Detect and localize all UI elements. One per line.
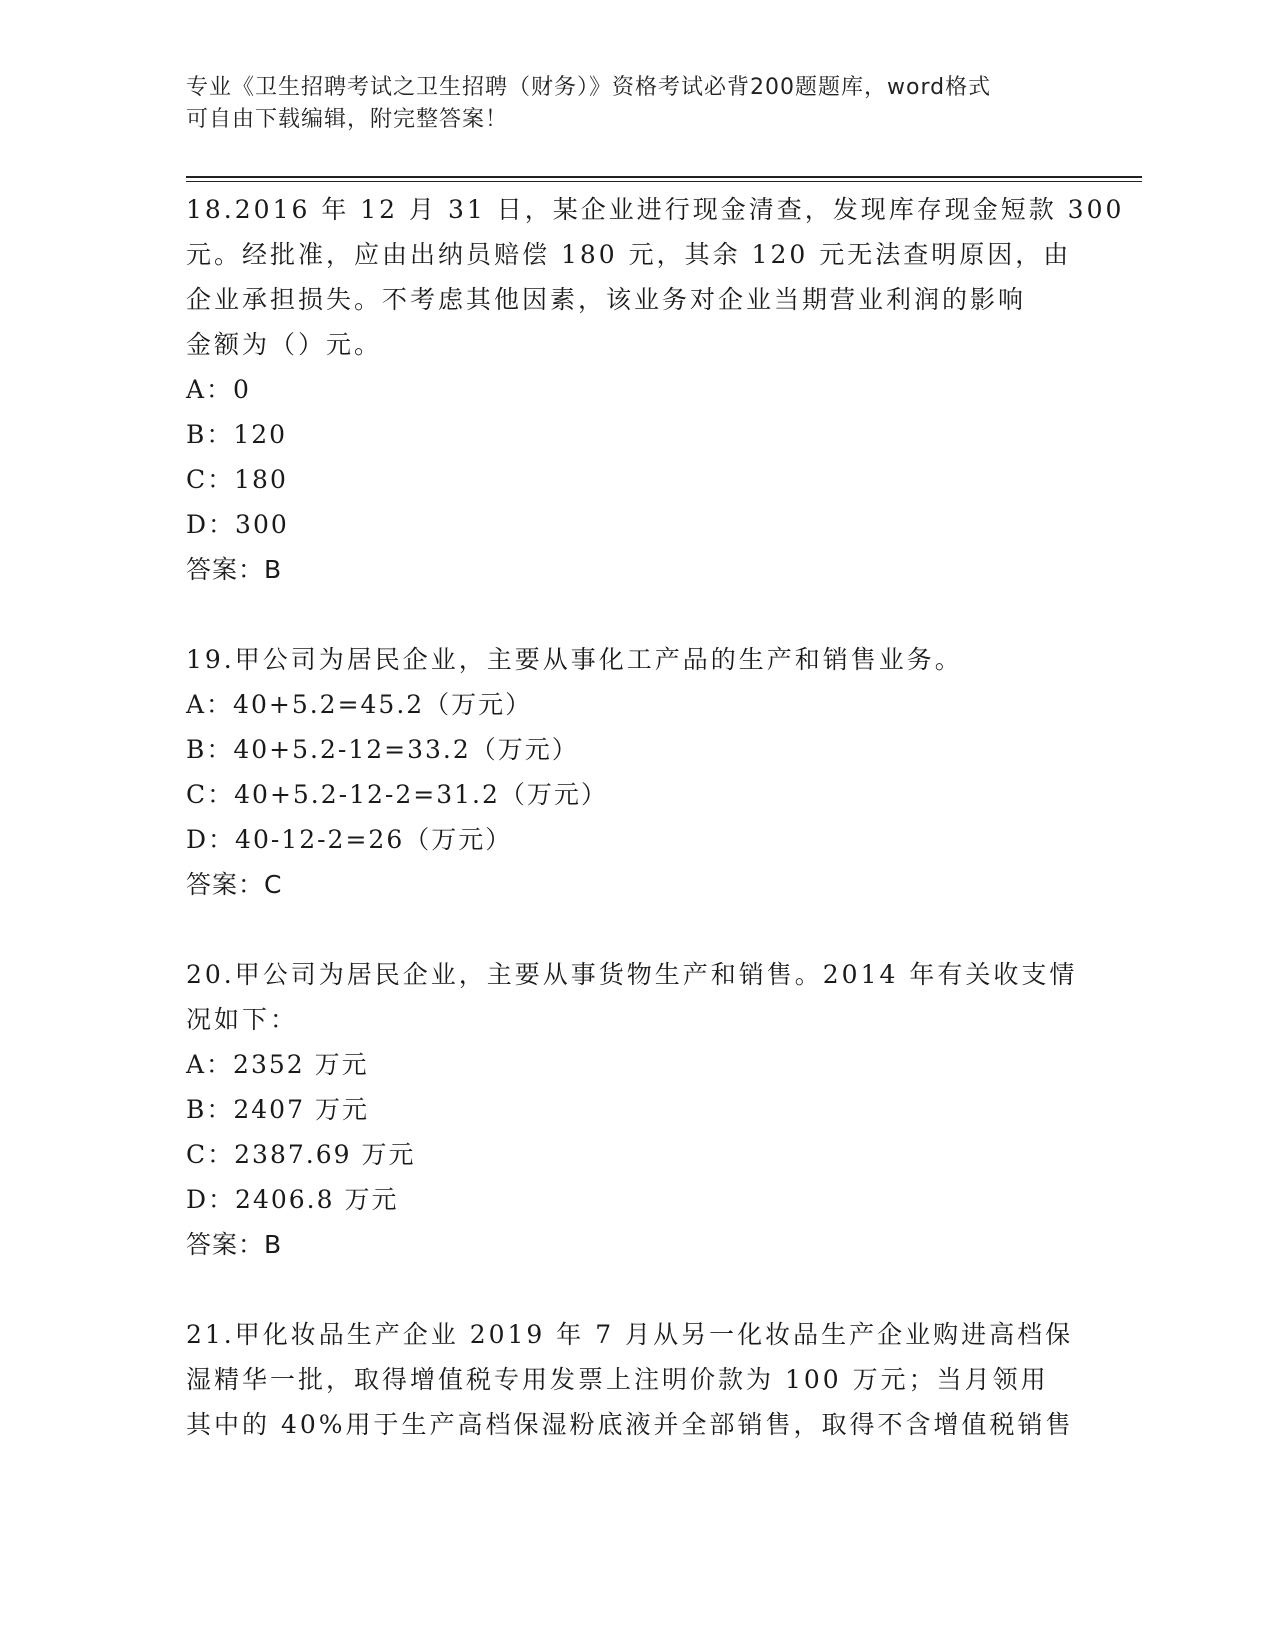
header-divider-thin (186, 181, 1142, 182)
question-stem (186, 637, 1086, 682)
option-c: C：180 (186, 465, 288, 494)
question-stem (186, 187, 1125, 367)
document-header (186, 72, 1066, 136)
header-divider-thick (186, 176, 1142, 178)
stem-line: 19.甲公司为居民企业，主要从事化工产品的生产和销售业务。 (186, 645, 963, 674)
question-stem (186, 1312, 1086, 1447)
option-a: A：40+5.2=45.2（万元） (186, 690, 533, 719)
stem-line: 况如下： (186, 1005, 299, 1034)
header-title-line-2: 可自由下载编辑，附完整答案！ (186, 107, 509, 132)
stem-line: 企业承担损失。不考虑其他因素，该业务对企业当期营业利润的影响 (186, 285, 1027, 314)
question-stem (186, 952, 1086, 1042)
option-a: A：2352 万元 (186, 1050, 369, 1079)
question-list (186, 187, 1125, 1447)
spacer (186, 1267, 1086, 1312)
stem-line: 21.甲化妆品生产企业 2019 年 7 月从另一化妆品生产企业购进高档保 (186, 1320, 1074, 1349)
stem-line: 其中的 40%用于生产高档保湿粉底液并全部销售，取得不含增值税销售 (186, 1410, 1074, 1439)
option-b: B：120 (186, 420, 288, 449)
answer-line: 答案：C (186, 870, 283, 899)
answer-line: 答案：B (186, 1230, 283, 1259)
stem-line: 金额为（）元。 (186, 330, 383, 359)
question-21 (186, 1312, 1086, 1447)
stem-line: 湿精华一批，取得增值税专用发票上注明价款为 100 万元；当月领用 (186, 1365, 1049, 1394)
option-a: A：0 (186, 375, 251, 404)
option-d: D：2406.8 万元 (186, 1185, 399, 1214)
option-b: B：2407 万元 (186, 1095, 369, 1124)
question-19 (186, 637, 1086, 907)
option-c: C：2387.69 万元 (186, 1140, 416, 1169)
question-20 (186, 952, 1086, 1267)
header-title-line-1: 专业《卫生招聘考试之卫生招聘（财务）》资格考试必背200题题库，word格式 (186, 75, 992, 100)
stem-line: 元。经批准，应由出纳员赔偿 180 元，其余 120 元无法查明原因，由 (186, 240, 1072, 269)
option-d: D：40-12-2=26（万元） (186, 825, 513, 854)
option-d: D：300 (186, 510, 289, 539)
answer-line: 答案：B (186, 555, 283, 584)
spacer (186, 592, 1086, 637)
option-b: B：40+5.2-12=33.2（万元） (186, 735, 579, 764)
stem-line: 18.2016 年 12 月 31 日，某企业进行现金清查，发现库存现金短款 300 (186, 195, 1125, 224)
stem-line: 20.甲公司为居民企业，主要从事货物生产和销售。2014 年有关收支情 (186, 960, 1078, 989)
option-c: C：40+5.2-12-2=31.2（万元） (186, 780, 608, 809)
spacer (186, 907, 1086, 952)
question-18 (186, 187, 1125, 592)
